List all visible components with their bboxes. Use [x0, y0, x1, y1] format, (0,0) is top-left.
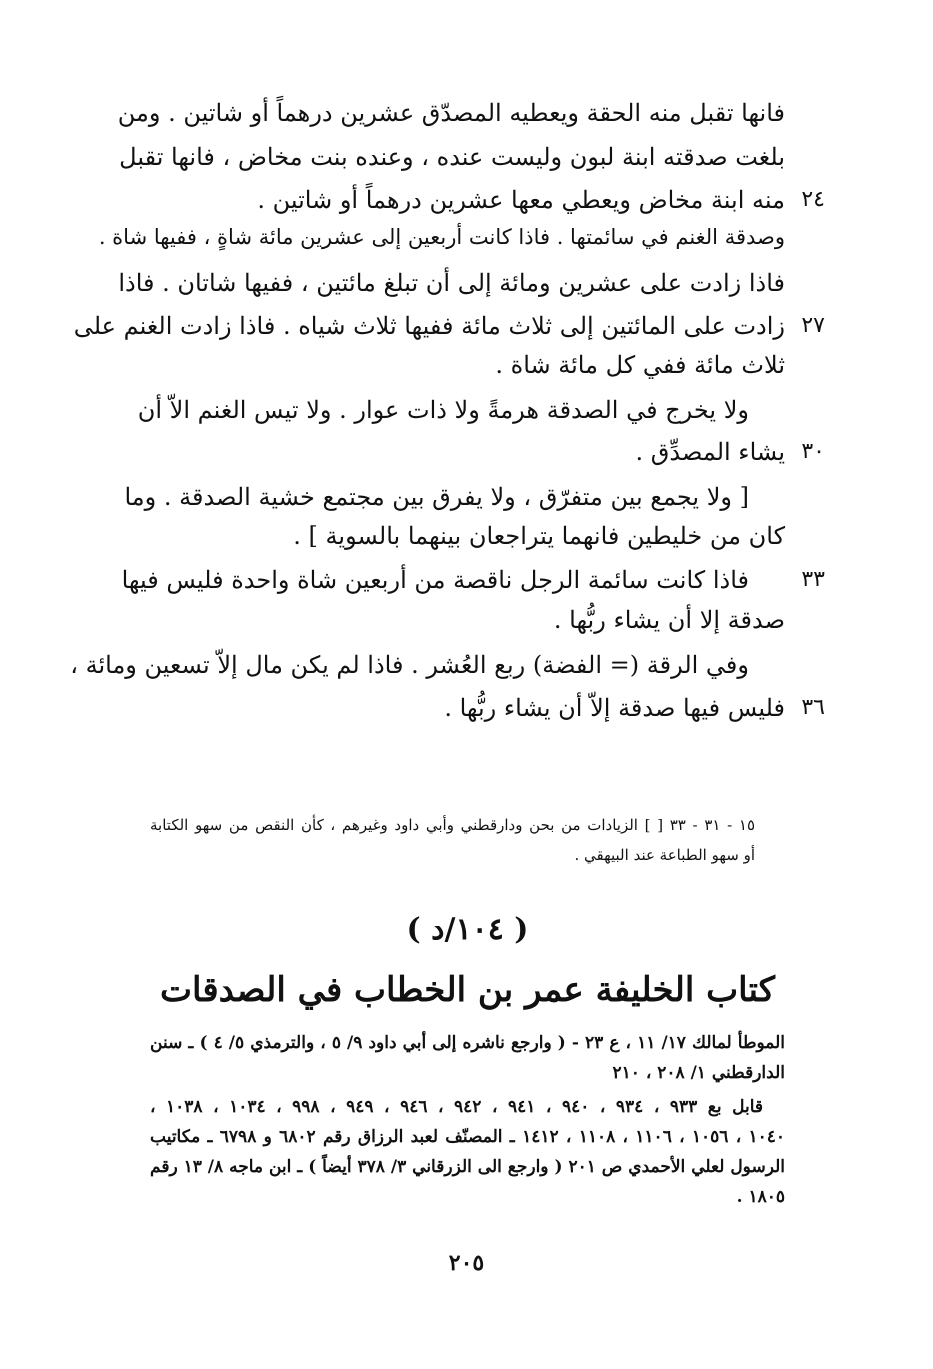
line-number-27: ٢٧ [801, 313, 825, 338]
body-line-6: زادت على المائتين إلى ثلاث مائة ففيها ثلاث شياه . فاذا زادت الغنم على [73, 312, 785, 340]
line-number-30: ٣٠ [801, 439, 825, 464]
body-line-12: فاذا كانت سائمة الرجل ناقصة من أربعين شاة واحدة فليس فيها [121, 566, 749, 594]
reference-line-1: الموطأ لمالك ١٧/ ١١ ، ع ٢٣ - ( وارجع ناشره إلى أبي داود ٩/ ٥ ، والترمذي ٥/ ٤ ) ـ سنن [150, 1033, 786, 1053]
body-line-3: منه ابنة مخاض ويعطي معها عشرين درهماً أو شاتين . [257, 186, 785, 214]
body-line-10: [ ولا يجمع بين متفرّق ، ولا يفرق بين مجتمع خشية الصدقة . وما [124, 483, 749, 511]
footnote-line-2: أو سهو الطباعة عند البيهقي . [574, 846, 755, 864]
reference-line-5: الرسول لعلي الأحمدي ص ٢٠١ ( وارجع الى الزرقاني ٣/ ٣٧٨ أيضاً ) ـ ابن ماجه ٨/ ١٣ رقم [150, 1157, 785, 1177]
body-line-15: فليس فيها صدقة إلاّ أن يشاء ربُّها . [444, 694, 785, 722]
body-line-7: ثلاث مائة ففي كل مائة شاة . [495, 351, 785, 379]
line-number-33: ٣٣ [801, 567, 825, 592]
body-line-1: فانها تقبل منه الحقة ويعطيه المصدّق عشرين درهماً أو شاتين . ومن [117, 99, 785, 127]
body-line-14: وفي الرقة (= الفضة) ربع العُشر . فاذا لم يكن مال إلاّ تسعين ومائة ، [70, 651, 749, 679]
body-line-9: يشاء المصدِّق . [635, 438, 785, 466]
body-line-2: بلغت صدقته ابنة لبون وليست عنده ، وعنده بنت مخاض ، فانها تقبل [119, 143, 785, 171]
reference-line-2: الدارقطني ١/ ٢٠٨ ، ٢١٠ [612, 1063, 785, 1083]
body-line-11: كان من خليطين فانهما يتراجعان بينهما بالسوية ] . [293, 522, 785, 550]
body-line-4: وصدقة الغنم في سائمتها . فاذا كانت أربعين إلى عشرين مائة شاةٍ ، ففيها شاة . [98, 225, 785, 249]
line-number-24: ٢٤ [801, 187, 825, 212]
body-line-13: صدقة إلا أن يشاء ربُّها . [553, 606, 785, 634]
reference-line-6: ١٨٠٥ . [736, 1187, 785, 1207]
body-line-5: فاذا زادت على عشرين ومائة إلى أن تبلغ مائتين ، ففيها شاتان . فاذا [118, 269, 785, 297]
body-line-8: ولا يخرج في الصدقة هرمةً ولا ذات عوار . ولا تيس الغنم الاّ أن [137, 396, 749, 424]
footnote-line-1: ١٥ - ٣١ - ٣٣ [ ] الزيادات من بحن ودارقطني وأبي داود وغيرهم ، كأن النقص من سهو الكتابة [150, 816, 756, 834]
chapter-title: كتاب الخليفة عمر بن الخطاب في الصدقات [160, 970, 775, 1010]
reference-line-4: ١٠٤٠ ، ١٠٥٦ ، ١١٠٦ ، ١١٠٨ ، ١٤١٢ ـ المصنّف لعبد الرزاق رقم ٦٨٠٢ و ٦٧٩٨ ـ مكاتيب [150, 1127, 786, 1147]
page-number: ٢٠٥ [448, 1250, 485, 1276]
reference-line-3: قابل بع ٩٣٣ ، ٩٣٤ ، ٩٤٠ ، ٩٤١ ، ٩٤٢ ، ٩٤٦ ، ٩٤٩ ، ٩٩٨ ، ١٠٣٤ ، ١٠٣٨ ، [150, 1097, 763, 1117]
line-number-36: ٣٦ [801, 695, 825, 720]
chapter-number: ( ١٠٤/د ) [406, 912, 529, 947]
